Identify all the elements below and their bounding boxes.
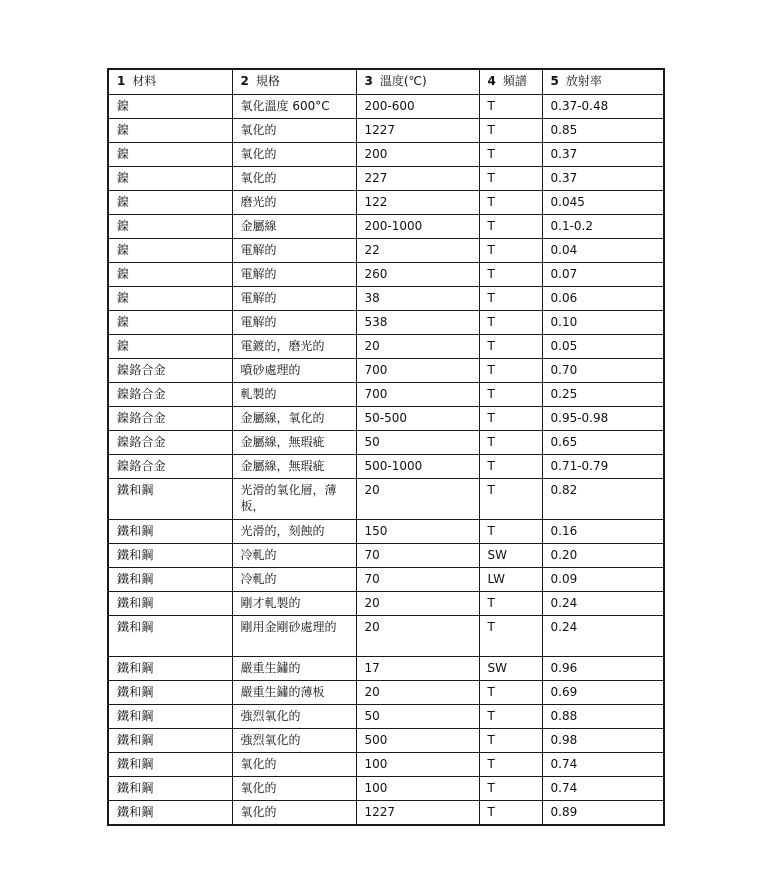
cell-material: 鐵和鋼 <box>108 753 232 777</box>
table-header <box>108 69 664 95</box>
cell-spectrum: T <box>479 335 542 359</box>
cell-temperature: 70 <box>356 544 479 568</box>
header-label: 放射率 <box>565 74 602 88</box>
cell-temperature: 700 <box>356 359 479 383</box>
cell-emissivity: 0.74 <box>542 753 664 777</box>
cell-temperature: 200-1000 <box>356 215 479 239</box>
table-row <box>108 287 664 311</box>
cell-spectrum: T <box>479 215 542 239</box>
cell-material: 鎳 <box>108 143 232 167</box>
cell-spec: 噴砂處理的 <box>232 359 356 383</box>
header-number: 1 <box>117 74 126 88</box>
cell-material: 鎳 <box>108 215 232 239</box>
cell-spectrum: T <box>479 753 542 777</box>
table-row <box>108 592 664 616</box>
cell-emissivity: 0.69 <box>542 681 664 705</box>
cell-emissivity: 0.89 <box>542 801 664 826</box>
document-page <box>107 68 663 826</box>
cell-temperature: 20 <box>356 592 479 616</box>
cell-temperature: 538 <box>356 311 479 335</box>
cell-material: 鎳鉻合金 <box>108 407 232 431</box>
cell-emissivity: 0.04 <box>542 239 664 263</box>
cell-spectrum: T <box>479 729 542 753</box>
table-row <box>108 143 664 167</box>
cell-emissivity: 0.98 <box>542 729 664 753</box>
cell-spectrum: T <box>479 592 542 616</box>
cell-spec: 電解的 <box>232 311 356 335</box>
cell-temperature: 20 <box>356 616 479 657</box>
cell-spec: 強烈氧化的 <box>232 729 356 753</box>
cell-emissivity: 0.07 <box>542 263 664 287</box>
cell-material: 鐵和鋼 <box>108 681 232 705</box>
header-material <box>108 69 232 95</box>
table-row <box>108 705 664 729</box>
cell-material: 鐵和鋼 <box>108 520 232 544</box>
cell-material: 鐵和鋼 <box>108 657 232 681</box>
cell-spectrum: T <box>479 287 542 311</box>
table-row <box>108 568 664 592</box>
cell-material: 鐵和鋼 <box>108 801 232 826</box>
table-row <box>108 191 664 215</box>
cell-temperature: 20 <box>356 681 479 705</box>
header-temperature <box>356 69 479 95</box>
cell-temperature: 50 <box>356 705 479 729</box>
cell-spec: 氧化的 <box>232 119 356 143</box>
cell-spec: 電解的 <box>232 239 356 263</box>
table-row <box>108 311 664 335</box>
cell-spectrum: T <box>479 311 542 335</box>
cell-spectrum: T <box>479 455 542 479</box>
cell-material: 鎳鉻合金 <box>108 383 232 407</box>
table-row <box>108 359 664 383</box>
cell-spec: 氧化的 <box>232 143 356 167</box>
table-row <box>108 431 664 455</box>
cell-spec: 氧化溫度 600°C <box>232 95 356 119</box>
cell-temperature: 100 <box>356 777 479 801</box>
cell-spec: 嚴重生鏽的薄板 <box>232 681 356 705</box>
header-label: 溫度(℃) <box>379 74 427 88</box>
cell-spec: 電鍍的，磨光的 <box>232 335 356 359</box>
cell-spectrum: SW <box>479 544 542 568</box>
table-row <box>108 801 664 826</box>
cell-emissivity: 0.045 <box>542 191 664 215</box>
header-number: 5 <box>550 74 559 88</box>
cell-temperature: 150 <box>356 520 479 544</box>
cell-spec: 金屬線 <box>232 215 356 239</box>
cell-spectrum: T <box>479 143 542 167</box>
cell-temperature: 122 <box>356 191 479 215</box>
table-row <box>108 616 664 657</box>
cell-temperature: 700 <box>356 383 479 407</box>
cell-emissivity: 0.85 <box>542 119 664 143</box>
cell-emissivity: 0.82 <box>542 479 664 520</box>
cell-spec: 光滑的，刻蝕的 <box>232 520 356 544</box>
cell-emissivity: 0.24 <box>542 616 664 657</box>
cell-material: 鐵和鋼 <box>108 705 232 729</box>
table-row <box>108 777 664 801</box>
cell-emissivity: 0.05 <box>542 335 664 359</box>
cell-material: 鐵和鋼 <box>108 592 232 616</box>
cell-spec: 光滑的氧化層，薄板， <box>232 479 356 520</box>
cell-temperature: 1227 <box>356 801 479 826</box>
table-row <box>108 681 664 705</box>
table-row <box>108 167 664 191</box>
cell-material: 鎳 <box>108 335 232 359</box>
cell-material: 鎳鉻合金 <box>108 359 232 383</box>
cell-emissivity: 0.65 <box>542 431 664 455</box>
cell-temperature: 260 <box>356 263 479 287</box>
cell-spectrum: T <box>479 681 542 705</box>
cell-spec: 冷軋的 <box>232 544 356 568</box>
cell-emissivity: 0.09 <box>542 568 664 592</box>
table-row <box>108 657 664 681</box>
header-row <box>108 69 664 95</box>
cell-material: 鐵和鋼 <box>108 544 232 568</box>
header-label: 規格 <box>255 74 280 88</box>
cell-spectrum: LW <box>479 568 542 592</box>
cell-spec: 剛才軋製的 <box>232 592 356 616</box>
table-row <box>108 215 664 239</box>
cell-emissivity: 0.96 <box>542 657 664 681</box>
cell-temperature: 500 <box>356 729 479 753</box>
cell-spec: 氧化的 <box>232 801 356 826</box>
cell-spectrum: T <box>479 239 542 263</box>
emissivity-table <box>107 68 665 826</box>
cell-spec: 電解的 <box>232 263 356 287</box>
cell-emissivity: 0.71-0.79 <box>542 455 664 479</box>
cell-spec: 氧化的 <box>232 167 356 191</box>
cell-emissivity: 0.16 <box>542 520 664 544</box>
table-row <box>108 455 664 479</box>
cell-material: 鐵和鋼 <box>108 777 232 801</box>
cell-emissivity: 0.70 <box>542 359 664 383</box>
cell-material: 鐵和鋼 <box>108 729 232 753</box>
cell-material: 鎳 <box>108 263 232 287</box>
header-emissivity <box>542 69 664 95</box>
table-row <box>108 263 664 287</box>
table-row <box>108 383 664 407</box>
cell-temperature: 20 <box>356 479 479 520</box>
cell-spectrum: T <box>479 520 542 544</box>
cell-spec: 嚴重生鏽的 <box>232 657 356 681</box>
cell-material: 鎳 <box>108 191 232 215</box>
cell-spectrum: T <box>479 119 542 143</box>
header-number: 3 <box>364 74 373 88</box>
cell-temperature: 17 <box>356 657 479 681</box>
cell-spectrum: T <box>479 431 542 455</box>
cell-temperature: 227 <box>356 167 479 191</box>
cell-spectrum: T <box>479 616 542 657</box>
cell-spectrum: T <box>479 167 542 191</box>
table-row <box>108 520 664 544</box>
cell-temperature: 200-600 <box>356 95 479 119</box>
cell-temperature: 1227 <box>356 119 479 143</box>
cell-emissivity: 0.37-0.48 <box>542 95 664 119</box>
table-row <box>108 95 664 119</box>
cell-spectrum: T <box>479 383 542 407</box>
cell-spectrum: T <box>479 191 542 215</box>
cell-spectrum: T <box>479 407 542 431</box>
cell-spectrum: T <box>479 777 542 801</box>
cell-spec: 金屬線，無瑕疵 <box>232 455 356 479</box>
cell-emissivity: 0.1-0.2 <box>542 215 664 239</box>
cell-emissivity: 0.88 <box>542 705 664 729</box>
cell-spectrum: SW <box>479 657 542 681</box>
cell-spectrum: T <box>479 801 542 826</box>
cell-temperature: 100 <box>356 753 479 777</box>
cell-spectrum: T <box>479 359 542 383</box>
header-label: 材料 <box>132 74 157 88</box>
cell-emissivity: 0.95-0.98 <box>542 407 664 431</box>
cell-spectrum: T <box>479 479 542 520</box>
cell-temperature: 50 <box>356 431 479 455</box>
table-row <box>108 335 664 359</box>
table-row <box>108 729 664 753</box>
cell-spectrum: T <box>479 263 542 287</box>
cell-material: 鎳 <box>108 287 232 311</box>
cell-material: 鐵和鋼 <box>108 568 232 592</box>
cell-spectrum: T <box>479 705 542 729</box>
cell-material: 鐵和鋼 <box>108 616 232 657</box>
cell-material: 鎳 <box>108 239 232 263</box>
cell-spec: 金屬線，無瑕疵 <box>232 431 356 455</box>
cell-material: 鎳 <box>108 167 232 191</box>
cell-spec: 軋製的 <box>232 383 356 407</box>
cell-material: 鎳鉻合金 <box>108 455 232 479</box>
cell-emissivity: 0.10 <box>542 311 664 335</box>
cell-spec: 電解的 <box>232 287 356 311</box>
cell-spec: 氧化的 <box>232 777 356 801</box>
cell-spectrum: T <box>479 95 542 119</box>
cell-material: 鎳 <box>108 119 232 143</box>
cell-emissivity: 0.37 <box>542 167 664 191</box>
cell-material: 鐵和鋼 <box>108 479 232 520</box>
cell-emissivity: 0.06 <box>542 287 664 311</box>
cell-temperature: 50-500 <box>356 407 479 431</box>
cell-temperature: 70 <box>356 568 479 592</box>
cell-spec: 冷軋的 <box>232 568 356 592</box>
table-row <box>108 407 664 431</box>
cell-material: 鎳 <box>108 95 232 119</box>
cell-temperature: 500-1000 <box>356 455 479 479</box>
header-spectrum <box>479 69 542 95</box>
cell-spec: 金屬線，氧化的 <box>232 407 356 431</box>
header-spec <box>232 69 356 95</box>
table-row <box>108 544 664 568</box>
header-label: 頻譜 <box>502 74 527 88</box>
cell-spec: 氧化的 <box>232 753 356 777</box>
table-row <box>108 479 664 520</box>
header-number: 2 <box>240 74 249 88</box>
cell-spec: 強烈氧化的 <box>232 705 356 729</box>
cell-emissivity: 0.74 <box>542 777 664 801</box>
cell-material: 鎳鉻合金 <box>108 431 232 455</box>
cell-temperature: 20 <box>356 335 479 359</box>
cell-temperature: 22 <box>356 239 479 263</box>
cell-emissivity: 0.20 <box>542 544 664 568</box>
table-body <box>108 95 664 826</box>
table-row <box>108 239 664 263</box>
table-row <box>108 119 664 143</box>
header-number: 4 <box>487 74 496 88</box>
cell-temperature: 200 <box>356 143 479 167</box>
cell-material: 鎳 <box>108 311 232 335</box>
cell-temperature: 38 <box>356 287 479 311</box>
table-row <box>108 753 664 777</box>
cell-emissivity: 0.25 <box>542 383 664 407</box>
cell-emissivity: 0.37 <box>542 143 664 167</box>
cell-emissivity: 0.24 <box>542 592 664 616</box>
cell-spec: 剛用金剛砂處理的 <box>232 616 356 657</box>
cell-spec: 磨光的 <box>232 191 356 215</box>
